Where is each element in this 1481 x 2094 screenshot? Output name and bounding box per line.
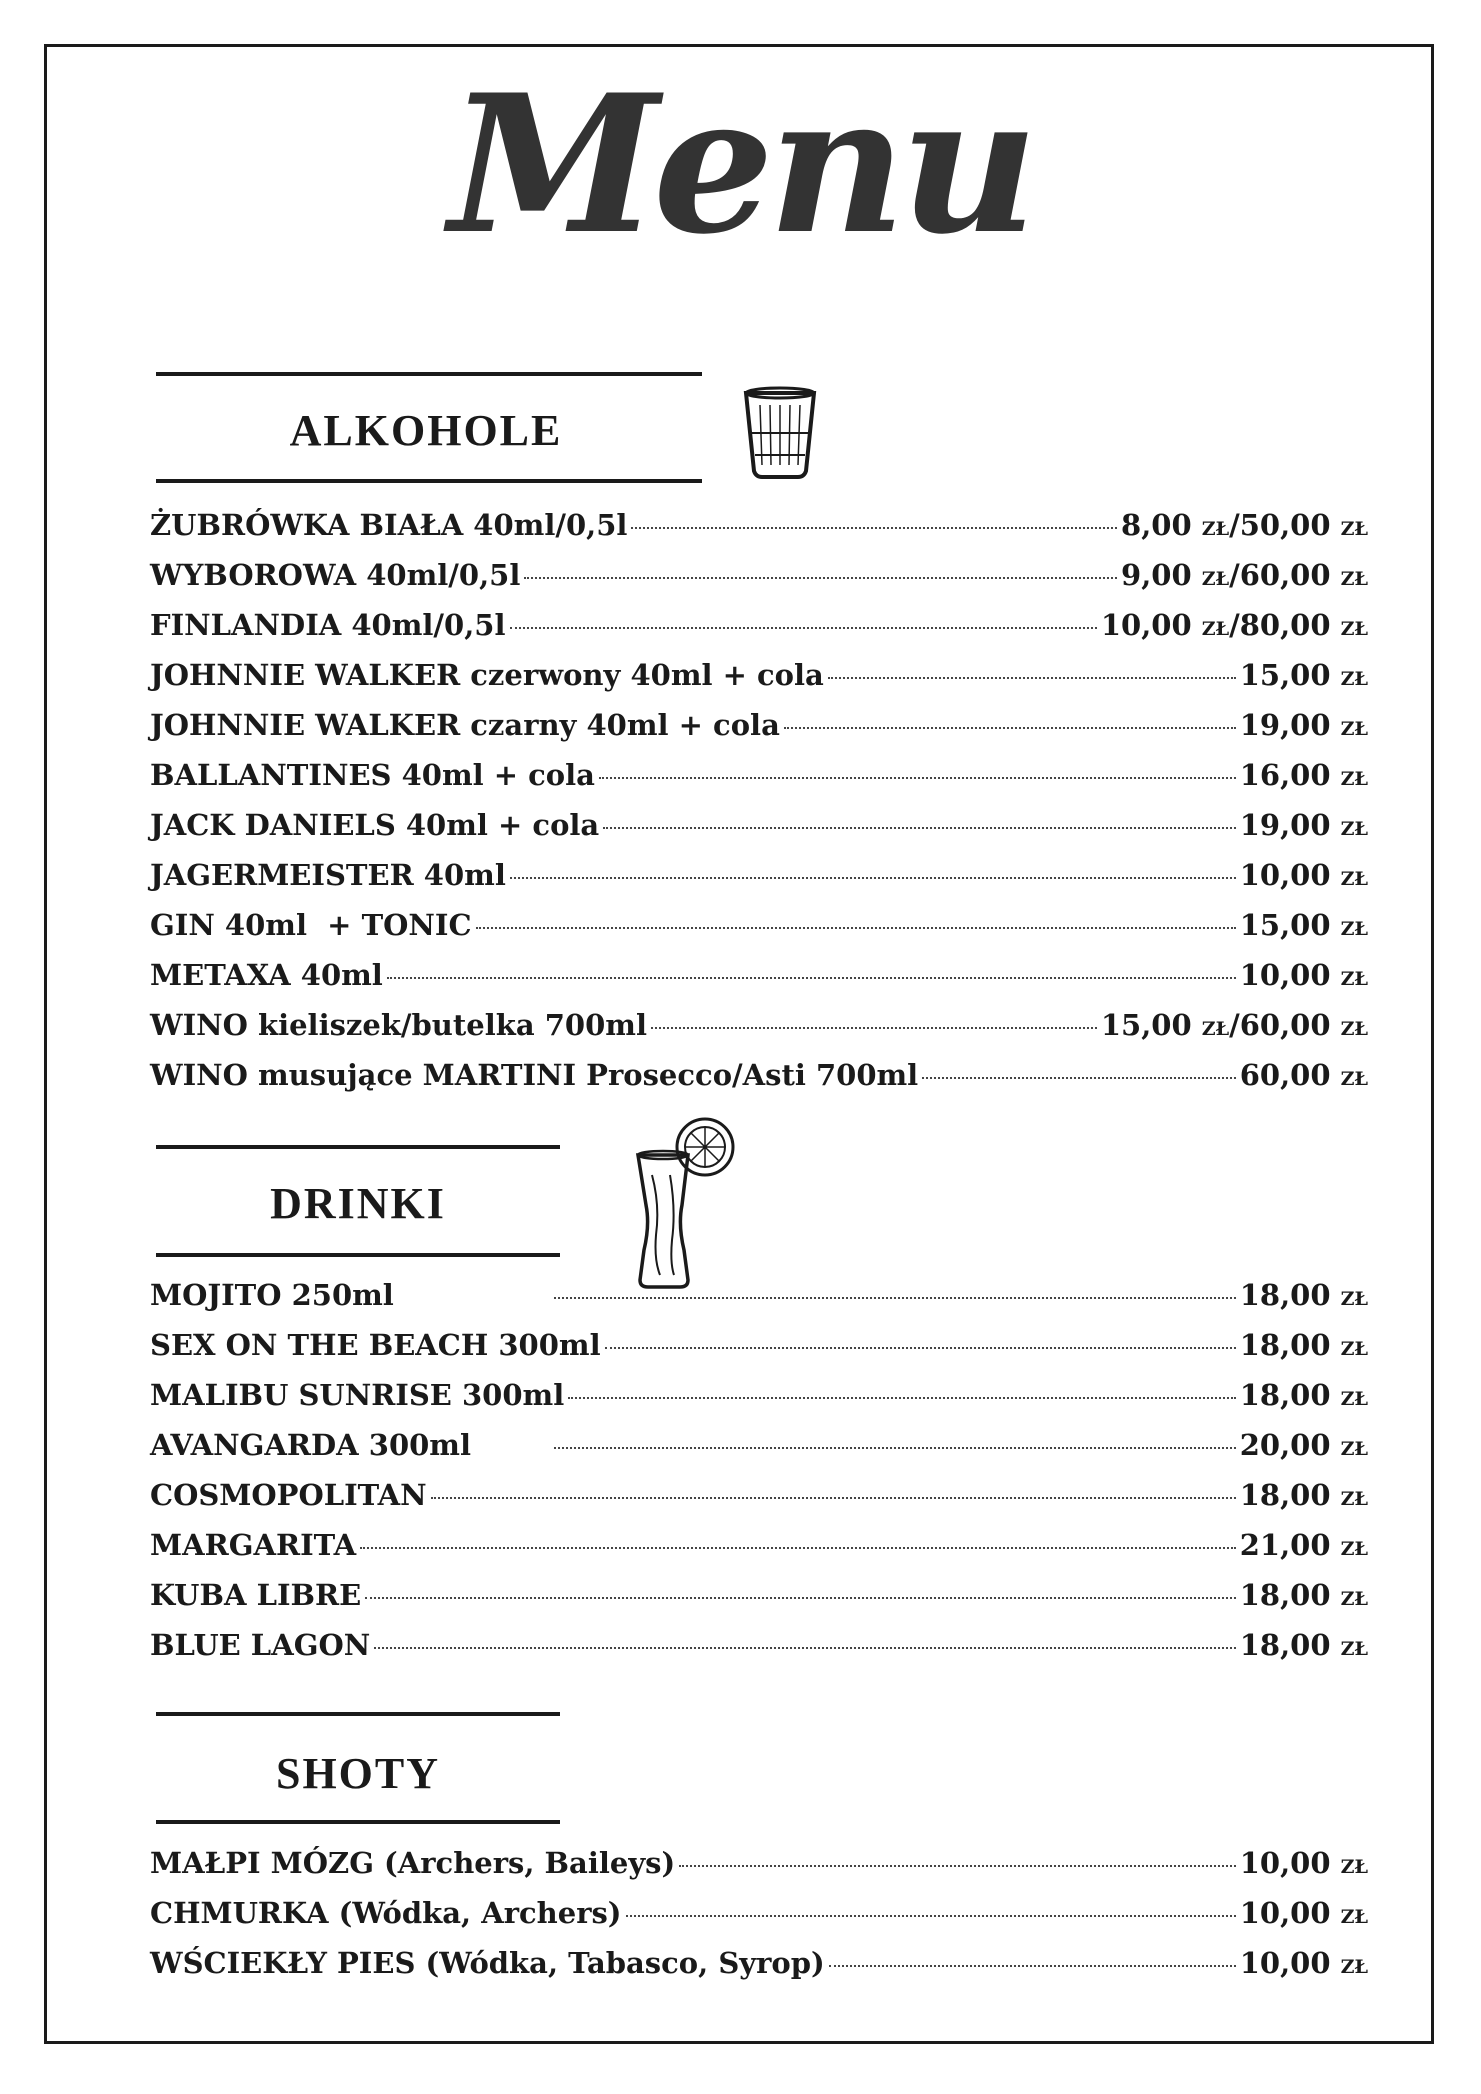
menu-item: JAGERMEISTER 40ml 10,00 ZŁ <box>150 858 1368 892</box>
divider <box>156 372 702 376</box>
menu-item: JOHNNIE WALKER czerwony 40ml + cola 15,00 ZŁ <box>150 658 1368 692</box>
menu-item: MOJITO 250ml 18,00 ZŁ <box>150 1278 1368 1312</box>
menu-item: BALLANTINES 40ml + cola 16,00 ZŁ <box>150 758 1368 792</box>
menu-item: METAXA 40ml 10,00 ZŁ <box>150 958 1368 992</box>
menu-item: GIN 40ml + TONIC 15,00 ZŁ <box>150 908 1368 942</box>
menu-item: MARGARITA 21,00 ZŁ <box>150 1528 1368 1562</box>
menu-item: AVANGARDA 300ml 20,00 ZŁ <box>150 1428 1368 1462</box>
menu-item: COSMOPOLITAN 18,00 ZŁ <box>150 1478 1368 1512</box>
menu-item: WŚCIEKŁY PIES (Wódka, Tabasco, Syrop) 10,00 ZŁ <box>150 1946 1368 1980</box>
menu-item: CHMURKA (Wódka, Archers) 10,00 ZŁ <box>150 1896 1368 1930</box>
divider <box>156 1145 560 1149</box>
menu-item: ŻUBRÓWKA BIAŁA 40ml/0,5l 8,00 ZŁ/50,00 ZŁ <box>150 508 1368 542</box>
menu-item: JACK DANIELS 40ml + cola 19,00 ZŁ <box>150 808 1368 842</box>
cocktail-glass-icon <box>630 1115 740 1290</box>
menu-item: KUBA LIBRE 18,00 ZŁ <box>150 1578 1368 1612</box>
drinki-list <box>150 1278 1368 1678</box>
section-title-drinki: DRINKI <box>270 1179 446 1228</box>
alkohole-list <box>150 508 1368 1108</box>
menu-item: JOHNNIE WALKER czarny 40ml + cola 19,00 ZŁ <box>150 708 1368 742</box>
section-title-alkohole: ALKOHOLE <box>289 406 563 455</box>
shoty-list <box>150 1846 1368 1996</box>
menu-item: FINLANDIA 40ml/0,5l 10,00 ZŁ/80,00 ZŁ <box>150 608 1368 642</box>
menu-item: SEX ON THE BEACH 300ml 18,00 ZŁ <box>150 1328 1368 1362</box>
section-title-shoty: SHOTY <box>275 1749 441 1798</box>
shot-glass-icon <box>740 385 820 480</box>
menu-item: BLUE LAGON 18,00 ZŁ <box>150 1628 1368 1662</box>
menu-item: MAŁPI MÓZG (Archers, Baileys) 10,00 ZŁ <box>150 1846 1368 1880</box>
menu-item: WINO kieliszek/butelka 700ml 15,00 ZŁ/60,00 ZŁ <box>150 1008 1368 1042</box>
menu-item: WYBOROWA 40ml/0,5l 9,00 ZŁ/60,00 ZŁ <box>150 558 1368 592</box>
menu-item: WINO musujące MARTINI Prosecco/Asti 700ml 60,00 ZŁ <box>150 1058 1368 1092</box>
divider <box>156 1253 560 1257</box>
divider <box>156 1820 560 1824</box>
divider <box>156 479 702 483</box>
divider <box>156 1712 560 1716</box>
menu-item: MALIBU SUNRISE 300ml 18,00 ZŁ <box>150 1378 1368 1412</box>
menu-title: Menu <box>448 53 1033 276</box>
